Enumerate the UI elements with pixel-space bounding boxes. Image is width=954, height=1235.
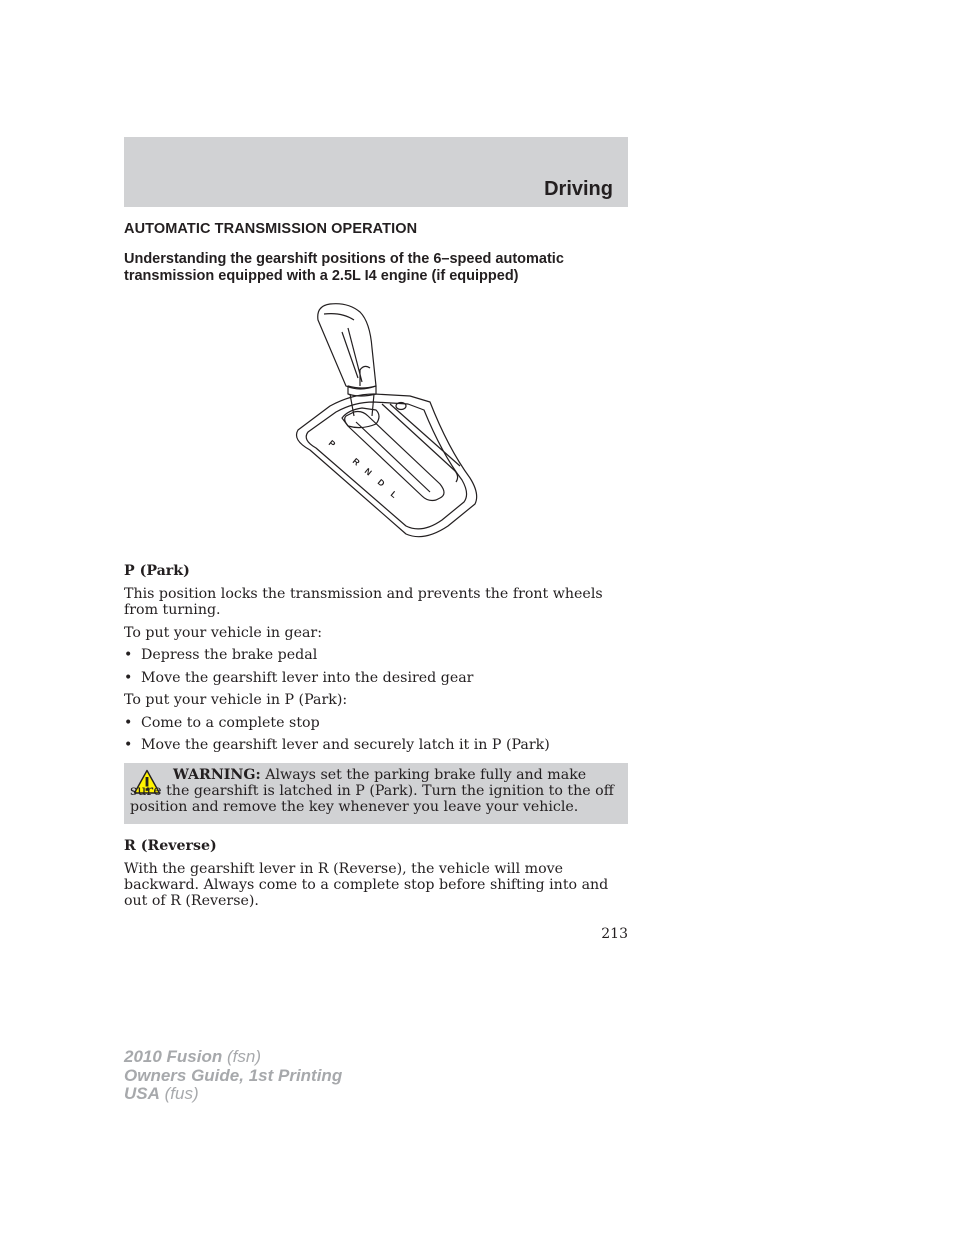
footer-model-code: (fsn) xyxy=(227,1047,261,1066)
gear-label-d: D xyxy=(375,476,387,489)
gear-label-r: R xyxy=(350,455,362,468)
list-item: • Come to a complete stop xyxy=(124,715,320,731)
footer-market: USA xyxy=(124,1084,160,1103)
gear-label-p: P xyxy=(326,437,338,450)
warning-box xyxy=(124,763,628,824)
page-number: 213 xyxy=(601,926,628,942)
footer-edition xyxy=(124,1048,342,1104)
footer-model: 2010 Fusion xyxy=(124,1047,223,1066)
footer-market-code: (fus) xyxy=(164,1084,199,1103)
reverse-heading: R (Reverse) xyxy=(124,838,217,854)
console-base-inner xyxy=(306,402,466,529)
header-band xyxy=(124,137,628,207)
to-gear-intro: To put your vehicle in gear: xyxy=(124,625,322,641)
park-heading: P (Park) xyxy=(124,563,190,579)
park-description: This position locks the transmission and prevents the front wheels from turning. xyxy=(124,586,603,618)
list-item: • Depress the brake pedal xyxy=(124,647,318,663)
list-item: • Move the gearshift lever into the desired gear xyxy=(124,670,474,686)
warning-text xyxy=(130,767,620,815)
section-title: AUTOMATIC TRANSMISSION OPERATION xyxy=(124,221,418,237)
reverse-description: With the gearshift lever in R (Reverse), the vehicle will move backward. Always come to a complete stop before shifting into and out of R (Reverse). xyxy=(124,861,609,909)
list-item: • Move the gearshift lever and securely latch it in P (Park) xyxy=(124,737,550,753)
section-header-title: Driving xyxy=(544,178,613,200)
warning-label: WARNING: xyxy=(173,767,261,783)
gearshift-illustration xyxy=(290,298,485,543)
gear-label-n: N xyxy=(362,465,374,478)
lever-collar xyxy=(342,408,379,428)
subheading: Understanding the gearshift positions of the 6–speed automatic transmission equipped with a 2.5L I4 engine (if equipped) xyxy=(124,251,564,284)
warning-body: Always set the parking brake fully and make sure the gearshift is latched in P (Park). Turn the ignition to the off position and remove the key whenever you leave your vehicle. xyxy=(130,767,614,815)
to-park-intro: To put your vehicle in P (Park): xyxy=(124,692,348,708)
footer-guide: Owners Guide, 1st Printing xyxy=(124,1065,343,1085)
gear-label-l: L xyxy=(388,488,400,500)
